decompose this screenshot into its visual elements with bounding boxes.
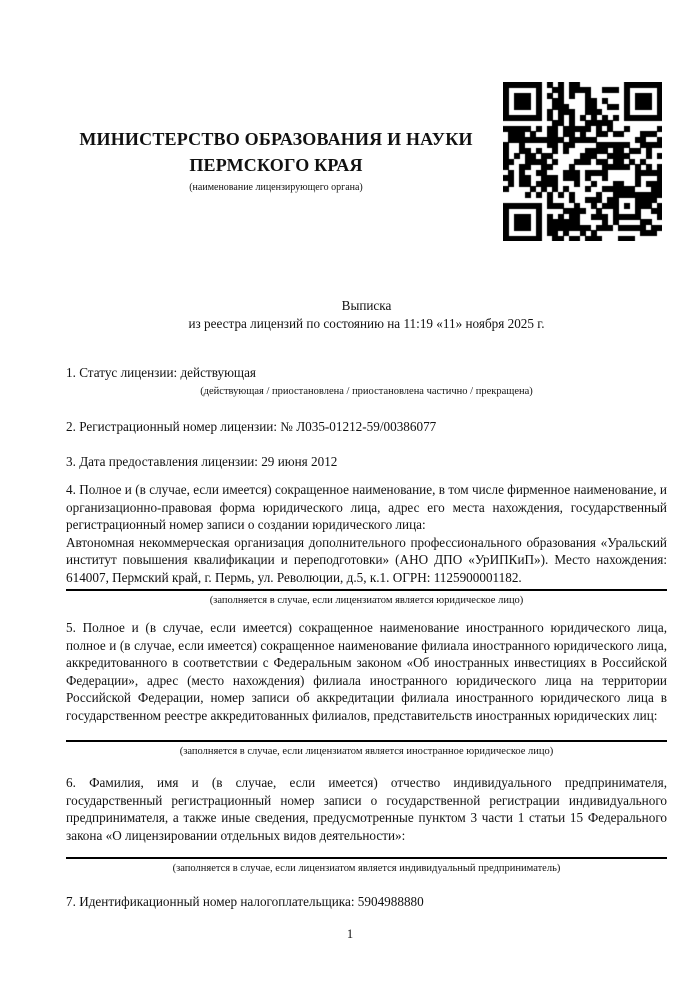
qr-code bbox=[503, 82, 662, 241]
taxpayer-number-text: 7. Идентификационный номер налогоплательщика: 5904988880 bbox=[66, 894, 424, 909]
item-license-status bbox=[66, 364, 667, 399]
document-title-line2: из реестра лицензий по состоянию на 11:19 «11» ноября 2025 г. bbox=[188, 315, 545, 331]
item-taxpayer-number bbox=[66, 893, 667, 911]
legal-entity-note: (заполняется в случае, если лицензиатом является юридическое лицо) bbox=[209, 595, 524, 606]
grant-date-text: 3. Дата предоставления лицензии: 29 июня 2012 bbox=[66, 454, 338, 469]
ministry-name: МИНИСТЕРСТВО ОБРАЗОВАНИЯ И НАУКИ ПЕРМСКОГО КРАЯ bbox=[79, 129, 473, 175]
license-status-text: 1. Статус лицензии: действующая bbox=[66, 365, 257, 380]
item-grant-date bbox=[66, 453, 667, 471]
legal-entity-value: Автономная некоммерческая организация дополнительного профессионального образования «Уральский институт повышения квалификации и переподготовки» (АНО ДПО «УрИПКиП»). Место нахождения: 614007, Пермский край, г. Пермь, ул. Революции, д.5, к.1. ОГРН: 1125900001182. bbox=[66, 534, 667, 585]
ministry-caption: (наименование лицензирующего органа) bbox=[189, 182, 363, 193]
licensing-authority-header bbox=[66, 126, 486, 194]
individual-entrepreneur-fill-line bbox=[66, 857, 667, 859]
document-title-line1: Выписка bbox=[341, 298, 392, 313]
item-registration-number bbox=[66, 418, 667, 436]
page-number: 1 bbox=[346, 927, 354, 941]
item-legal-entity bbox=[66, 481, 667, 608]
foreign-entity-note: (заполняется в случае, если лицензиатом является иностранное юридическое лицо) bbox=[179, 746, 554, 757]
registration-number-text: 2. Регистрационный номер лицензии: № Л035-01212-59/00386077 bbox=[66, 419, 437, 434]
document-title bbox=[66, 297, 667, 332]
foreign-entity-fill-line bbox=[66, 740, 667, 742]
individual-entrepreneur-label: 6. Фамилия, имя и (в случае, если имеется) отчество индивидуального предпринимателя, государственный регистрационный номер записи о государственной регистрации индивидуального предпринимателя, а также иные сведения, предусмотренные пунктом 3 части 1 статьи 15 Федерального закона «О лицензировании отдельных видов деятельности»: bbox=[66, 775, 667, 843]
legal-entity-label: 4. Полное и (в случае, если имеется) сокращенное наименование, в том числе фирменное наименование, и организационно-правовая форма юридического лица, адрес его места нахождения, государственный регистрационный номер записи о создании юридического лица: bbox=[66, 482, 667, 532]
item-individual-entrepreneur bbox=[66, 774, 667, 876]
item-foreign-entity bbox=[66, 619, 667, 759]
individual-entrepreneur-note: (заполняется в случае, если лицензиатом является индивидуальный предприниматель) bbox=[172, 863, 561, 874]
license-status-note: (действующая / приостановлена / приостановлена частично / прекращена) bbox=[200, 385, 533, 397]
legal-entity-fill-line bbox=[66, 589, 667, 591]
foreign-entity-label: 5. Полное и (в случае, если имеется) сокращенное наименование иностранного юридического лица, полное и (в случае, если имеется) сокращенное наименование филиала иностранного юридического лица, аккредитованного в соответствии с Федеральным законом «Об иностранных инвестициях в Российской Федерации», адрес (место нахождения) филиала иностранного юридического лица на территории Российской Федерации, номер записи об аккредитации филиала иностранного юридического лица в государственном реестре аккредитованных филиалов, представительств иностранных юридических лиц: bbox=[66, 620, 667, 723]
